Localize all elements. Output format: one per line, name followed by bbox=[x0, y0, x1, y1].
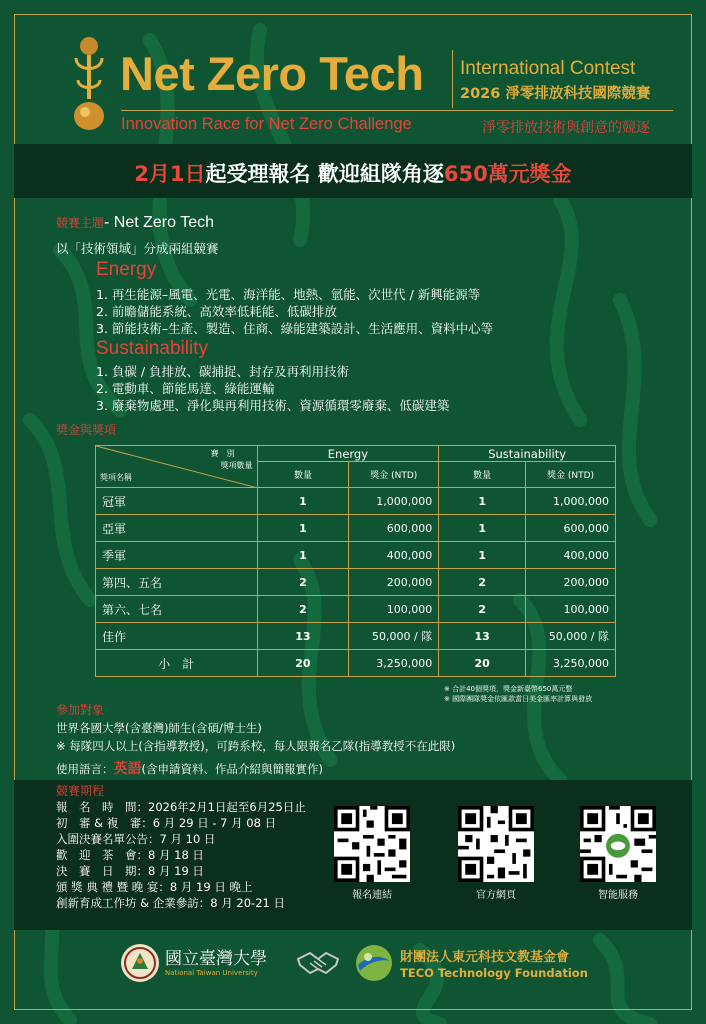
qr-code-icon bbox=[580, 806, 656, 882]
energy-count: 2 bbox=[257, 596, 349, 623]
award-name: 冠軍 bbox=[96, 488, 258, 515]
ntu-name-chinese: 國立臺灣大學 bbox=[165, 949, 267, 969]
energy-amount: 600,000 bbox=[349, 515, 439, 542]
table-row bbox=[96, 623, 616, 650]
qr-code-icon bbox=[334, 806, 410, 882]
contest-subtitle: Innovation Race for Net Zero Challenge bbox=[121, 115, 412, 133]
energy-heading: Energy bbox=[96, 259, 157, 280]
theme-intro: 以「技術領域」分成兩組競賽 bbox=[56, 241, 219, 256]
theme-label: 競賽主題 bbox=[56, 216, 105, 230]
official-site-qr[interactable] bbox=[458, 806, 534, 886]
sustainability-group-header: Sustainability bbox=[439, 446, 616, 462]
energy-amount: 400,000 bbox=[349, 542, 439, 569]
language-value: 英語 bbox=[113, 761, 142, 777]
energy-count: 13 bbox=[257, 623, 349, 650]
sustainability-amount: 400,000 bbox=[526, 542, 616, 569]
schedule-item: 報 名 時 間：2026年2月1日起至6月25日止 bbox=[56, 800, 306, 814]
eligibility-label: 參加對象 bbox=[56, 703, 105, 717]
smart-service-qr-label: 智能服務 bbox=[598, 890, 638, 901]
theme-value: - Net Zero Tech bbox=[104, 214, 214, 231]
language-prefix: 使用語言： bbox=[56, 762, 114, 776]
energy-item: 1. 再生能源–風電、光電、海洋能、地熱、氫能、次世代 / 新興能源等 bbox=[96, 287, 481, 302]
schedule-item: 決 賽 日 期：8 月 19 日 bbox=[56, 864, 204, 878]
table-row bbox=[96, 488, 616, 515]
sustainability-amount: 100,000 bbox=[526, 596, 616, 623]
eligibility-line: 世界各國大學(含臺灣)師生(含碩/博士生) bbox=[56, 721, 262, 735]
corner-quantity: 獎項數量 bbox=[220, 461, 253, 470]
corner-category: 賽 別 bbox=[210, 449, 235, 458]
table-row bbox=[96, 542, 616, 569]
award-name: 季軍 bbox=[96, 542, 258, 569]
sustainability-amount-header: 獎金 (NTD) bbox=[526, 462, 616, 488]
schedule-label: 競賽期程 bbox=[56, 784, 105, 798]
eligibility-line: ※ 每隊四人以上(含指導教授)，可跨系校，每人限報名乙隊(指導教授不在此限) bbox=[56, 739, 456, 753]
sustainability-count: 2 bbox=[439, 596, 526, 623]
announcement-middle: 起受理報名 歡迎組隊角逐 bbox=[205, 162, 444, 186]
teco-name-chinese: 財團法人東元科技文教基金會 bbox=[400, 950, 570, 965]
sustainability-item: 2. 電動車、節能馬達、綠能運輸 bbox=[96, 381, 275, 396]
teco-name-english: TECO Technology Foundation bbox=[400, 966, 588, 980]
schedule-item: 頒 獎 典 禮 暨 晚 宴：8 月 19 日 晚上 bbox=[56, 880, 253, 894]
schedule-item: 創新育成工作坊 & 企業參訪：8 月 20-21 日 bbox=[56, 896, 285, 910]
schedule-item: 入圍決賽名單公告：7 月 10 日 bbox=[56, 832, 216, 846]
trophy-icon bbox=[68, 36, 114, 132]
sustainability-amount: 1,000,000 bbox=[526, 488, 616, 515]
energy-amount: 50,000 / 隊 bbox=[349, 623, 439, 650]
sustainability-count: 2 bbox=[439, 569, 526, 596]
teco-logo-icon bbox=[354, 943, 394, 983]
announcement-prize: 650萬元獎金 bbox=[443, 162, 572, 186]
registration-qr-label: 報名連結 bbox=[352, 890, 392, 901]
energy-item: 3. 節能技術–生產、製造、住商、綠能建築設計、生活應用、資料中心等 bbox=[96, 321, 494, 336]
prize-note: ※ 國際團隊獎金依匯款當日美金匯率計算與發放 bbox=[444, 695, 593, 703]
title-rule bbox=[121, 110, 673, 111]
energy-count-header: 數量 bbox=[257, 462, 349, 488]
energy-amount: 1,000,000 bbox=[349, 488, 439, 515]
international-contest: International Contest bbox=[460, 58, 636, 79]
sustainability-count: 13 bbox=[439, 623, 526, 650]
announcement-date: 2月1日 bbox=[134, 162, 206, 186]
sustainability-count: 1 bbox=[439, 515, 526, 542]
corner-award: 獎項名稱 bbox=[100, 473, 132, 482]
award-name: 亞軍 bbox=[96, 515, 258, 542]
handshake-icon bbox=[296, 949, 340, 977]
energy-count: 1 bbox=[257, 515, 349, 542]
award-name: 第四、五名 bbox=[96, 569, 258, 596]
sustainability-count: 1 bbox=[439, 488, 526, 515]
schedule-item: 歡 迎 茶 會：8 月 18 日 bbox=[56, 848, 204, 862]
sustainability-total-count: 20 bbox=[439, 650, 526, 677]
prize-table bbox=[95, 445, 616, 677]
prize-note: ※ 合計40個獎項，獎金新臺幣650萬元整 bbox=[444, 685, 573, 693]
sustainability-item: 3. 廢棄物處理、淨化與再利用技術、資源循環零廢棄、低碳建築 bbox=[96, 398, 450, 413]
ntu-emblem-icon bbox=[120, 943, 160, 983]
energy-amount: 100,000 bbox=[349, 596, 439, 623]
table-corner-cell bbox=[96, 446, 258, 488]
announcement-text bbox=[0, 158, 706, 188]
energy-count: 1 bbox=[257, 542, 349, 569]
energy-item: 2. 前瞻儲能系統、高效率低耗能、低碳排放 bbox=[96, 304, 337, 319]
prizes-label: 獎金與獎項 bbox=[56, 423, 117, 437]
language-suffix: (含申請資料、作品介紹與簡報實作) bbox=[141, 762, 323, 776]
title-divider bbox=[452, 50, 453, 108]
table-row bbox=[96, 596, 616, 623]
table-total-row bbox=[96, 650, 616, 677]
language-line bbox=[56, 758, 323, 778]
energy-amount-header: 獎金 (NTD) bbox=[349, 462, 439, 488]
energy-group-header: Energy bbox=[257, 446, 439, 462]
energy-count: 2 bbox=[257, 569, 349, 596]
sustainability-heading: Sustainability bbox=[96, 338, 208, 359]
registration-qr[interactable] bbox=[334, 806, 410, 886]
energy-amount: 200,000 bbox=[349, 569, 439, 596]
official-site-qr-label: 官方網頁 bbox=[476, 890, 516, 901]
international-contest-chinese: 2026 淨零排放科技國際競賽 bbox=[460, 86, 651, 102]
theme-line bbox=[56, 212, 214, 232]
table-row bbox=[96, 569, 616, 596]
energy-count: 1 bbox=[257, 488, 349, 515]
award-name: 第六、七名 bbox=[96, 596, 258, 623]
total-label: 小 計 bbox=[96, 650, 258, 677]
sustainability-count: 1 bbox=[439, 542, 526, 569]
sustainability-total-amount: 3,250,000 bbox=[526, 650, 616, 677]
sustainability-amount: 50,000 / 隊 bbox=[526, 623, 616, 650]
slogan: 淨零排放技術與創意的競逐 bbox=[482, 120, 650, 136]
award-name: 佳作 bbox=[96, 623, 258, 650]
schedule-item: 初 審 & 複 審：6 月 29 日 - 7 月 08 日 bbox=[56, 816, 277, 830]
table-row bbox=[96, 515, 616, 542]
smart-service-qr[interactable] bbox=[580, 806, 656, 886]
energy-total-count: 20 bbox=[257, 650, 349, 677]
contest-title: Net Zero Tech bbox=[120, 47, 424, 100]
sustainability-amount: 200,000 bbox=[526, 569, 616, 596]
energy-total-amount: 3,250,000 bbox=[349, 650, 439, 677]
sustainability-item: 1. 負碳 / 負排放、碳捕捉、封存及再利用技術 bbox=[96, 364, 350, 379]
qr-code-icon bbox=[458, 806, 534, 882]
ntu-name-english: National Taiwan University bbox=[165, 969, 258, 977]
sustainability-amount: 600,000 bbox=[526, 515, 616, 542]
sustainability-count-header: 數量 bbox=[439, 462, 526, 488]
